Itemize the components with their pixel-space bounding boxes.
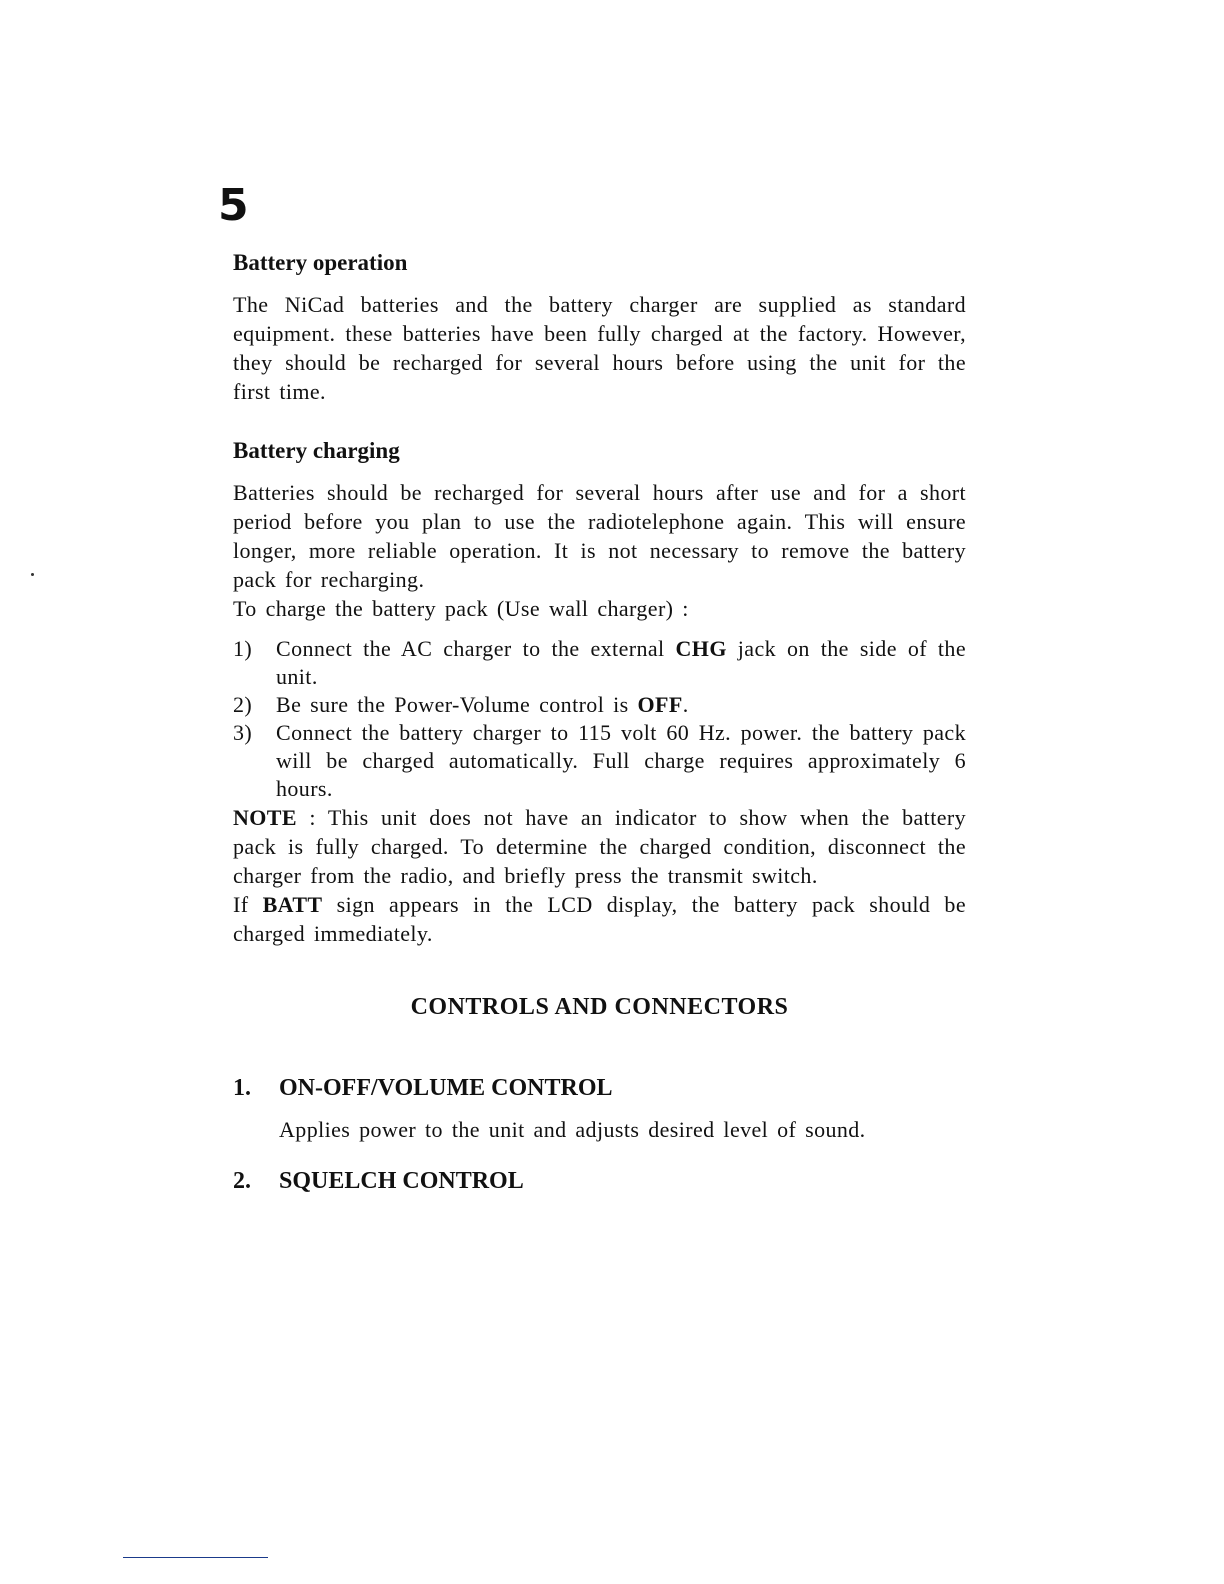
batt-warning xyxy=(233,890,966,948)
step-number: 2) xyxy=(233,692,253,717)
step-number: 1) xyxy=(233,636,253,661)
control-description: Applies power to the unit and adjusts desired level of sound. xyxy=(279,1117,866,1142)
control-title xyxy=(233,1073,966,1103)
control-number: 1. xyxy=(233,1075,251,1101)
footer-rule xyxy=(123,1557,268,1558)
batt-text: sign appears in the LCD display, the battery pack should be charged immediately. xyxy=(233,892,966,946)
control-name: ON-OFF/VOLUME CONTROL xyxy=(279,1075,613,1101)
control-name: SQUELCH CONTROL xyxy=(279,1168,524,1194)
charging-step xyxy=(233,635,966,691)
note-text: : This unit does not have an indicator to show when the battery pack is fully charged. To determine the charged condition, disconnect the charger from the radio, and briefly press the transmit switch. xyxy=(233,805,966,888)
step-keyword: CHG xyxy=(675,636,727,661)
control-number: 2. xyxy=(233,1168,251,1194)
step-text: jack on the side of the unit. xyxy=(276,636,966,689)
battery-operation-section xyxy=(233,248,966,406)
note-label: NOTE xyxy=(233,805,297,830)
control-title xyxy=(233,1166,966,1196)
charging-intro: To charge the battery pack (Use wall charger) : xyxy=(233,596,689,621)
step-text: . xyxy=(682,692,689,717)
battery-operation-text: The NiCad batteries and the battery charger are supplied as standard equipment. these batteries have been fully charged at the factory. However, they should be recharged for several hours before using the unit for the first time. xyxy=(233,292,966,404)
battery-charging-section xyxy=(233,436,966,948)
page-number: 5 xyxy=(218,180,249,231)
charging-note xyxy=(233,803,966,890)
control-item-squelch xyxy=(233,1166,966,1196)
battery-charging-text: Batteries should be recharged for several hours after use and for a short period before you plan to use the radiotelephone again. This will ensure longer, more reliable operation. It is not necessary to remove the battery pack for recharging. xyxy=(233,480,966,592)
control-item-on-off-volume xyxy=(233,1073,966,1144)
batt-keyword: BATT xyxy=(262,892,323,917)
step-number: 3) xyxy=(233,720,253,745)
step-text: Connect the AC charger to the external xyxy=(276,636,676,661)
controls-section-title: CONTROLS AND CONNECTORS xyxy=(410,994,789,1020)
batt-text: If xyxy=(233,892,263,917)
charging-step xyxy=(233,691,966,719)
charging-step xyxy=(233,719,966,803)
battery-operation-heading: Battery operation xyxy=(233,250,408,275)
step-text: Connect the battery charger to 115 volt 60 Hz. power. the battery pack will be charged automatically. Full charge requires approximately 6 hours. xyxy=(276,720,966,801)
step-text: Be sure the Power-Volume control is xyxy=(276,692,638,717)
battery-charging-heading: Battery charging xyxy=(233,438,400,463)
page-content xyxy=(233,248,966,1196)
charging-steps-list xyxy=(233,635,966,803)
stray-mark xyxy=(31,573,34,576)
step-keyword: OFF xyxy=(637,692,683,717)
